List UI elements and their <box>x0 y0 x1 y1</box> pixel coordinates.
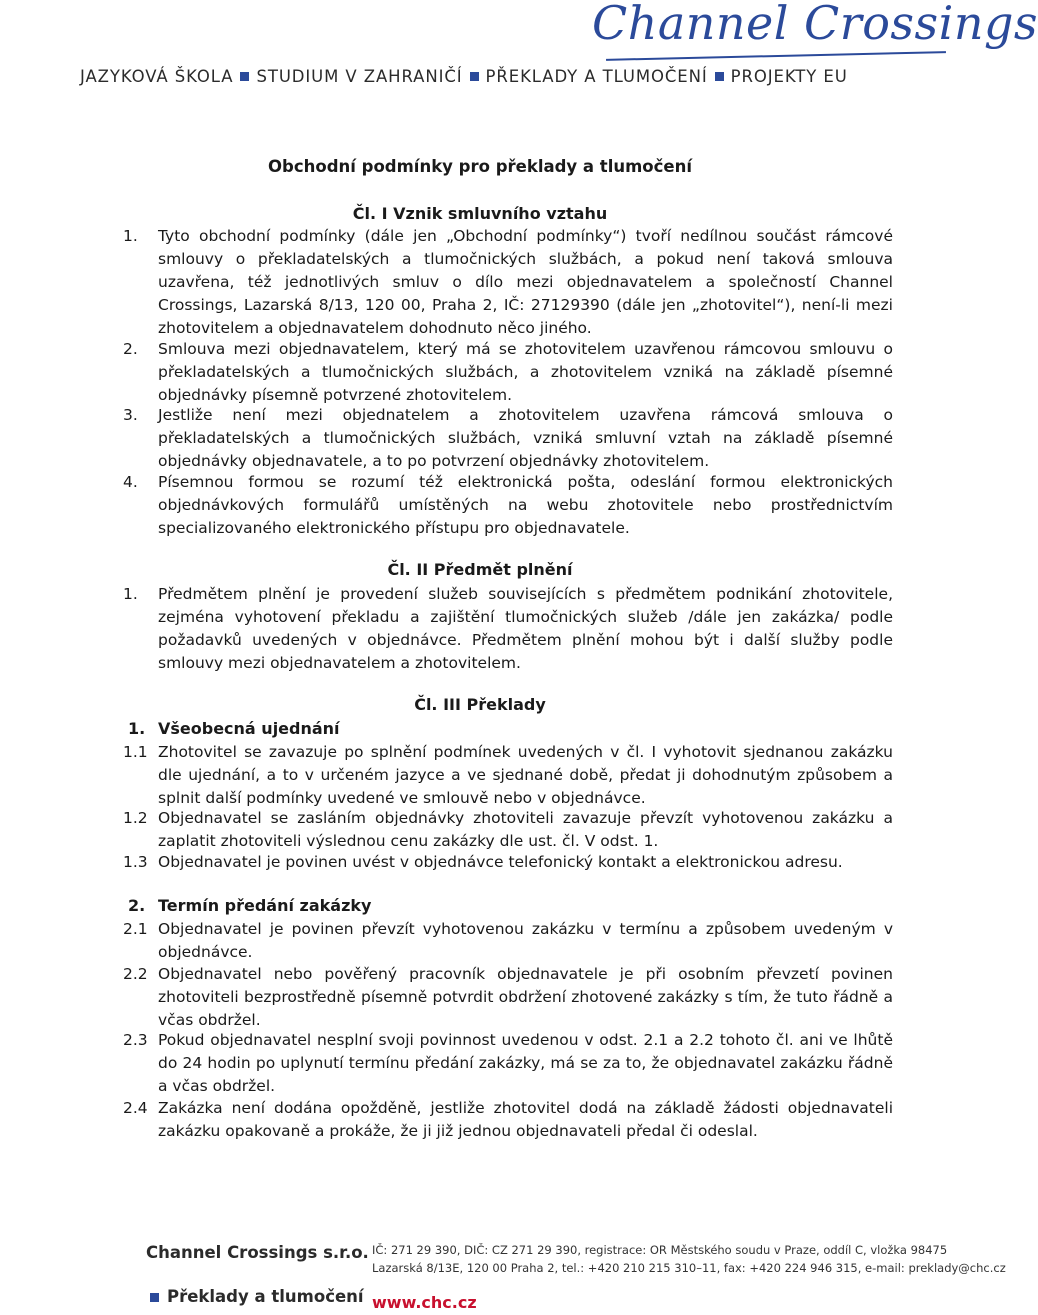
section-heading-2: Čl. II Předmět plnění <box>387 560 573 579</box>
subsection-heading <box>128 896 371 915</box>
item-number: 2.4 <box>123 1099 148 1117</box>
list-item <box>123 225 893 340</box>
square-bullet-icon <box>150 1293 159 1302</box>
list-item <box>123 741 893 810</box>
footer-website-link[interactable]: www.chc.cz <box>372 1293 477 1312</box>
item-number: 1.3 <box>123 853 148 871</box>
item-number: 1. <box>123 585 138 603</box>
footer-division <box>150 1287 364 1306</box>
footer-division-label: Překlady a tlumočení <box>167 1287 364 1306</box>
strip-item-language-school: JAZYKOVÁ ŠKOLA <box>80 66 234 86</box>
document-title: Obchodní podmínky pro překlady a tlumočení <box>268 157 692 176</box>
item-text: Předmětem plnění je provedení služeb souvisejících s předmětem podnikání zhotovitele, zejména vyhotovení překladu a zajištění tlumočnických služeb /dále jen zakázka/ podle požadavků uvedených v objednávce. Předmětem plnění mohou být i další služby podle smlouvy mezi objednavatelem a zhotovitelem. <box>158 585 893 672</box>
list-item <box>123 807 893 853</box>
strip-item-eu-projects: PROJEKTY EU <box>730 66 848 86</box>
list-item <box>123 963 893 1032</box>
company-logo <box>592 0 1038 62</box>
logo-swoosh <box>606 51 946 61</box>
item-number: 2.3 <box>123 1031 148 1049</box>
item-text: Smlouva mezi objednavatelem, který má se zhotovitelem uzavřenou rámcovou smlouvu o překladatelských a tlumočnických službách, a zhotovitelem vzniká na základě písemné objednávky písemně potvrzené zhotovitelem. <box>158 340 893 404</box>
item-number: 2. <box>123 340 138 358</box>
list-item <box>123 338 893 407</box>
item-text: Tyto obchodní podmínky (dále jen „Obchodní podmínky“) tvoří nedílnou součást rámcové smlouvy o překladatelských a tlumočnických službách, a pokud není taková smlouva uzavřena, též jednotlivých smluv o dílo mezi objednavatelem a společností Channel Crossings, Lazarská 8/13, 120 00, Praha 2, IČ: 27129390 (dále jen „zhotovitel“), není-li mezi zhotovitelem a objednavatelem dohodnuto něco jiného. <box>158 227 893 337</box>
list-item <box>123 583 893 675</box>
list-item <box>123 404 893 473</box>
footer-contact-line: Lazarská 8/13E, 120 00 Praha 2, tel.: +420 210 215 310–11, fax: +420 224 946 315, e-mail: preklady@chc.cz <box>372 1261 1006 1275</box>
item-text: Zakázka není dodána opožděně, jestliže zhotovitel dodá na základě žádosti objednavateli zakázku opakovaně a prokáže, že ji již jednou objednavateli předal či odeslal. <box>158 1099 893 1140</box>
header-strip <box>80 64 880 88</box>
item-text: Pokud objednavatel nesplní svoji povinnost uvedenou v odst. 2.1 a 2.2 tohoto čl. ani ve lhůtě do 24 hodin po uplynutí termínu předání zakázky, má se za to, že objednavatel zakázku řádně a včas obdržel. <box>158 1031 893 1095</box>
item-number: 3. <box>123 406 138 424</box>
footer-company-name: Channel Crossings s.r.o. <box>146 1243 369 1262</box>
item-text: Objednavatel je povinen uvést v objednávce telefonický kontakt a elektronickou adresu. <box>158 853 843 871</box>
item-text: Objednavatel nebo pověřený pracovník objednavatele je při osobním převzetí povinen zhotoviteli bezprostředně písemně potvrdit obdržení zhotovené zakázky s tím, že tuto řádně a včas obdržel. <box>158 965 893 1029</box>
item-text: Objednavatel se zasláním objednávky zhotoviteli zavazuje převzít vyhotovenou zakázku a zaplatit zhotoviteli výslednou cenu zakázky dle ust. čl. V odst. 1. <box>158 809 893 850</box>
subsection-title: Všeobecná ujednání <box>158 719 340 738</box>
item-number: 1. <box>123 227 138 245</box>
item-text: Objednavatel je povinen převzít vyhotovenou zakázku v termínu a způsobem uvedeným v objednávce. <box>158 920 893 961</box>
subsection-number: 2. <box>128 896 146 915</box>
list-item <box>123 471 893 540</box>
list-item <box>123 1029 893 1098</box>
section-heading-3: Čl. III Překlady <box>414 695 546 714</box>
item-text: Písemnou formou se rozumí též elektronická pošta, odeslání formou elektronických objednávkových formulářů umístěných na webu zhotovitele nebo prostřednictvím specializovaného elektronického přístupu pro objednavatele. <box>158 473 893 537</box>
strip-item-study-abroad: STUDIUM V ZAHRANIČÍ <box>256 66 463 86</box>
strip-item-translations: PŘEKLADY A TLUMOČENÍ <box>485 66 708 86</box>
subsection-title: Termín předání zakázky <box>158 896 372 915</box>
footer-registration-line: IČ: 271 29 390, DIČ: CZ 271 29 390, registrace: OR Městského soudu v Praze, oddíl C, vložka 98475 <box>372 1243 948 1257</box>
list-item <box>123 918 893 964</box>
logo-wordmark: Channel Crossings <box>592 0 1038 50</box>
section-heading-1: Čl. I Vznik smluvního vztahu <box>352 204 608 223</box>
item-number: 2.1 <box>123 920 148 938</box>
square-bullet-icon <box>470 72 479 81</box>
item-number: 2.2 <box>123 965 148 983</box>
item-text: Jestliže není mezi objednatelem a zhotovitelem uzavřena rámcová smlouva o překladatelských a tlumočnických službách, vzniká smluvní vztah na základě písemné objednávky objednavatele, a to po potvrzení objednávky zhotovitelem. <box>158 406 893 470</box>
list-item <box>123 1097 893 1143</box>
square-bullet-icon <box>715 72 724 81</box>
item-number: 4. <box>123 473 138 491</box>
item-number: 1.2 <box>123 809 148 827</box>
item-number: 1.1 <box>123 743 148 761</box>
list-item <box>123 851 893 874</box>
square-bullet-icon <box>240 72 249 81</box>
subsection-heading <box>128 719 340 738</box>
item-text: Zhotovitel se zavazuje po splnění podmínek uvedených v čl. I vyhotovit sjednanou zakázku dle ujednání, a to v určeném jazyce a ve sjednané době, předat ji dohodnutým způsobem a splnit další podmínky uvedené ve smlouvě nebo v objednávce. <box>158 743 893 807</box>
subsection-number: 1. <box>128 719 146 738</box>
